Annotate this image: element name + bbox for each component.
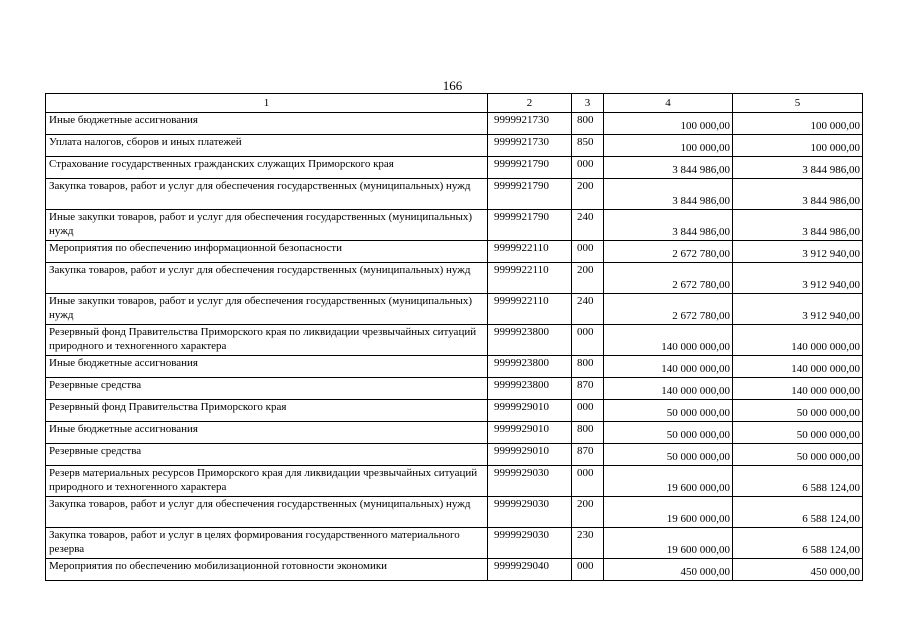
- row-value-col5-cell: 6 588 124,00: [733, 466, 863, 497]
- row-code-cell: 9999922110: [488, 294, 572, 325]
- row-name-cell: Иные бюджетные ассигнования: [46, 113, 488, 135]
- row-value-col5-cell: 140 000 000,00: [733, 378, 863, 400]
- row-value-col5-cell: 100 000,00: [733, 113, 863, 135]
- row-value-col5-cell: 140 000 000,00: [733, 356, 863, 378]
- row-kind-cell: 000: [572, 157, 604, 179]
- row-kind-cell: 000: [572, 241, 604, 263]
- row-kind-cell: 240: [572, 210, 604, 241]
- row-value-col4-cell: 50 000 000,00: [604, 422, 733, 444]
- table-row: [46, 135, 863, 157]
- row-code-cell: 9999929040: [488, 559, 572, 581]
- row-kind-cell: 000: [572, 466, 604, 497]
- table-row: [46, 157, 863, 179]
- table-row: [46, 422, 863, 444]
- row-value-col5-cell: 3 912 940,00: [733, 263, 863, 294]
- row-kind-cell: 850: [572, 135, 604, 157]
- row-value-col4-cell: 450 000,00: [604, 559, 733, 581]
- row-value-col5-cell: 6 588 124,00: [733, 528, 863, 559]
- row-name-cell: Иные бюджетные ассигнования: [46, 356, 488, 378]
- row-value-col4-cell: 2 672 780,00: [604, 263, 733, 294]
- row-value-col5-cell: 3 844 986,00: [733, 157, 863, 179]
- row-value-col4-cell: 3 844 986,00: [604, 210, 733, 241]
- table-row: [46, 263, 863, 294]
- row-value-col5-cell: 50 000 000,00: [733, 422, 863, 444]
- row-value-col4-cell: 100 000,00: [604, 113, 733, 135]
- row-value-col4-cell: 19 600 000,00: [604, 528, 733, 559]
- column-header: 4: [604, 94, 733, 113]
- row-value-col5-cell: 450 000,00: [733, 559, 863, 581]
- table-row: [46, 497, 863, 528]
- row-code-cell: 9999921790: [488, 157, 572, 179]
- table-row: [46, 210, 863, 241]
- table-row: [46, 466, 863, 497]
- row-value-col5-cell: 3 912 940,00: [733, 241, 863, 263]
- row-kind-cell: 800: [572, 113, 604, 135]
- row-kind-cell: 240: [572, 294, 604, 325]
- column-header: 2: [488, 94, 572, 113]
- row-name-cell: Закупка товаров, работ и услуг для обеспечения государственных (муниципальных) нужд: [46, 263, 488, 294]
- table-row: [46, 559, 863, 581]
- row-name-cell: Закупка товаров, работ и услуг для обеспечения государственных (муниципальных) нужд: [46, 179, 488, 210]
- row-code-cell: 9999929010: [488, 444, 572, 466]
- row-code-cell: 9999929030: [488, 497, 572, 528]
- row-name-cell: Иные бюджетные ассигнования: [46, 422, 488, 444]
- row-code-cell: 9999922110: [488, 263, 572, 294]
- row-kind-cell: 230: [572, 528, 604, 559]
- row-kind-cell: 000: [572, 559, 604, 581]
- row-kind-cell: 200: [572, 497, 604, 528]
- row-kind-cell: 000: [572, 400, 604, 422]
- row-code-cell: 9999929010: [488, 422, 572, 444]
- row-code-cell: 9999929030: [488, 528, 572, 559]
- row-code-cell: 9999921790: [488, 179, 572, 210]
- row-code-cell: 9999921730: [488, 113, 572, 135]
- row-value-col4-cell: 50 000 000,00: [604, 444, 733, 466]
- row-name-cell: Резерв материальных ресурсов Приморского края для ликвидации чрезвычайных ситуаций природного и техногенного характера: [46, 466, 488, 497]
- table-row: [46, 241, 863, 263]
- row-code-cell: 9999929030: [488, 466, 572, 497]
- row-kind-cell: 200: [572, 263, 604, 294]
- row-code-cell: 9999929010: [488, 400, 572, 422]
- row-value-col5-cell: 3 844 986,00: [733, 179, 863, 210]
- row-code-cell: 9999922110: [488, 241, 572, 263]
- column-header: 3: [572, 94, 604, 113]
- row-value-col5-cell: 50 000 000,00: [733, 400, 863, 422]
- row-value-col5-cell: 3 844 986,00: [733, 210, 863, 241]
- table-row: [46, 400, 863, 422]
- row-value-col5-cell: 100 000,00: [733, 135, 863, 157]
- row-kind-cell: 200: [572, 179, 604, 210]
- row-value-col4-cell: 140 000 000,00: [604, 378, 733, 400]
- table-row: [46, 325, 863, 356]
- budget-table: [45, 93, 863, 581]
- row-value-col4-cell: 3 844 986,00: [604, 157, 733, 179]
- row-name-cell: Уплата налогов, сборов и иных платежей: [46, 135, 488, 157]
- row-value-col4-cell: 50 000 000,00: [604, 400, 733, 422]
- row-value-col5-cell: 140 000 000,00: [733, 325, 863, 356]
- row-value-col4-cell: 19 600 000,00: [604, 497, 733, 528]
- table-row: [46, 378, 863, 400]
- row-value-col5-cell: 6 588 124,00: [733, 497, 863, 528]
- row-code-cell: 9999923800: [488, 356, 572, 378]
- row-kind-cell: 000: [572, 325, 604, 356]
- row-kind-cell: 870: [572, 378, 604, 400]
- row-value-col4-cell: 3 844 986,00: [604, 179, 733, 210]
- table-row: [46, 179, 863, 210]
- table-row: [46, 528, 863, 559]
- row-name-cell: Резервный фонд Правительства Приморского края по ликвидации чрезвычайных ситуаций природного и техногенного характера: [46, 325, 488, 356]
- table-row: [46, 113, 863, 135]
- table-header-row: [46, 94, 863, 113]
- row-value-col4-cell: 100 000,00: [604, 135, 733, 157]
- column-header: 1: [46, 94, 488, 113]
- row-name-cell: Закупка товаров, работ и услуг для обеспечения государственных (муниципальных) нужд: [46, 497, 488, 528]
- row-kind-cell: 800: [572, 422, 604, 444]
- row-code-cell: 9999921730: [488, 135, 572, 157]
- page-number: 166: [442, 78, 463, 93]
- table-row: [46, 294, 863, 325]
- row-value-col4-cell: 140 000 000,00: [604, 356, 733, 378]
- row-value-col4-cell: 2 672 780,00: [604, 294, 733, 325]
- table-row: [46, 444, 863, 466]
- column-header: 5: [733, 94, 863, 113]
- table-row: [46, 356, 863, 378]
- row-name-cell: Закупка товаров, работ и услуг в целях формирования государственного материального резерва: [46, 528, 488, 559]
- row-code-cell: 9999923800: [488, 378, 572, 400]
- row-name-cell: Резервные средства: [46, 444, 488, 466]
- row-value-col4-cell: 140 000 000,00: [604, 325, 733, 356]
- row-code-cell: 9999923800: [488, 325, 572, 356]
- row-kind-cell: 800: [572, 356, 604, 378]
- row-name-cell: Резервные средства: [46, 378, 488, 400]
- row-name-cell: Иные закупки товаров, работ и услуг для обеспечения государственных (муниципальных) нужд: [46, 210, 488, 241]
- row-value-col4-cell: 2 672 780,00: [604, 241, 733, 263]
- row-name-cell: Страхование государственных гражданских служащих Приморского края: [46, 157, 488, 179]
- row-kind-cell: 870: [572, 444, 604, 466]
- budget-table-body: [46, 94, 863, 581]
- row-name-cell: Мероприятия по обеспечению информационной безопасности: [46, 241, 488, 263]
- row-name-cell: Мероприятия по обеспечению мобилизационной готовности экономики: [46, 559, 488, 581]
- row-value-col5-cell: 3 912 940,00: [733, 294, 863, 325]
- row-name-cell: Резервный фонд Правительства Приморского края: [46, 400, 488, 422]
- row-value-col5-cell: 50 000 000,00: [733, 444, 863, 466]
- row-value-col4-cell: 19 600 000,00: [604, 466, 733, 497]
- row-name-cell: Иные закупки товаров, работ и услуг для обеспечения государственных (муниципальных) нужд: [46, 294, 488, 325]
- row-code-cell: 9999921790: [488, 210, 572, 241]
